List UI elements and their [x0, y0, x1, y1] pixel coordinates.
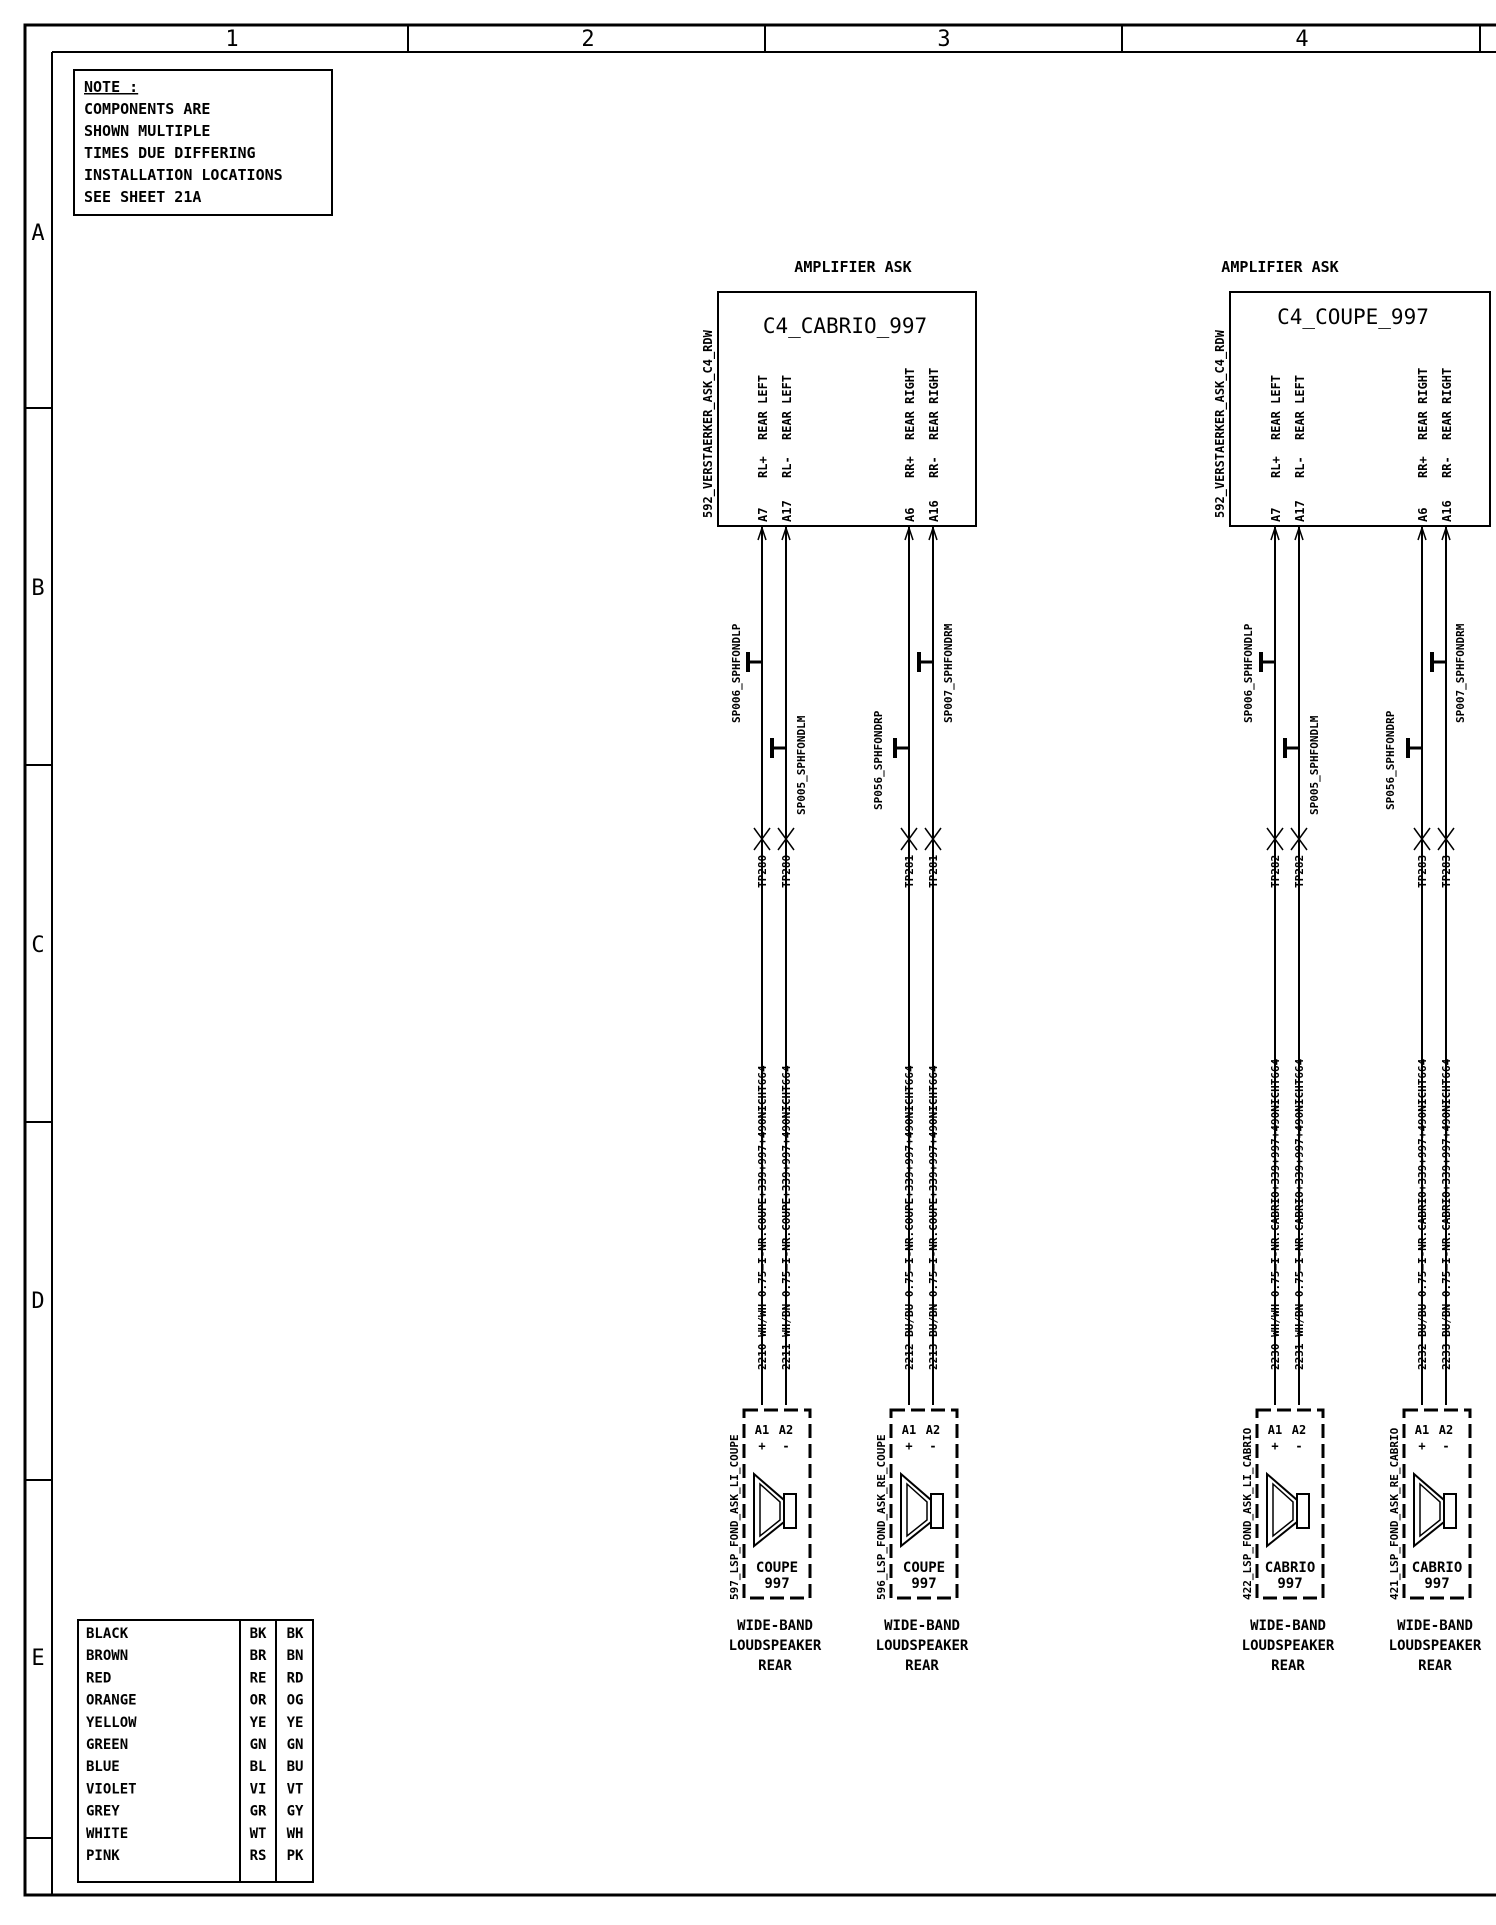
pin-a6	[1416, 368, 1430, 522]
pin-number: A7	[1269, 507, 1283, 522]
speaker-number: 997	[1424, 1576, 1450, 1592]
speaker-caption-line: WIDE-BAND	[1250, 1618, 1326, 1634]
speaker-pol-minus: -	[1295, 1439, 1303, 1453]
pin-a6	[903, 368, 917, 522]
grid-column-3: 3	[937, 27, 951, 52]
legend-code-en: WH	[286, 1825, 304, 1842]
speaker-model: CABRIO	[1411, 1560, 1463, 1576]
legend-code-de: BL	[249, 1759, 267, 1776]
legend-color-name: ORANGE	[86, 1692, 137, 1709]
speaker-pin-a2: A2	[1438, 1423, 1454, 1437]
wire-label: 2232 BU/BU 0.75—I-NR.CABRIO+339+997+490NICHT664	[1416, 1058, 1429, 1370]
speakers-layer	[728, 1410, 1482, 1674]
legend-code-de: GR	[249, 1803, 267, 1820]
pin-desc: REAR RIGHT	[903, 367, 917, 440]
note-line-5: SEE SHEET 21A	[84, 188, 202, 206]
legend-color-name: RED	[86, 1670, 112, 1687]
legend-code-de: GN	[249, 1737, 267, 1753]
speaker-caption-line: LOUDSPEAKER	[1388, 1638, 1482, 1654]
legend-row	[86, 1848, 304, 1864]
test-point-label: TP283	[1440, 854, 1453, 888]
amplifier-side-label: 592_VERSTAERKER_ASK_C4_RDW	[1213, 330, 1227, 518]
wire-3	[872, 526, 917, 1405]
pin-number: A7	[756, 507, 770, 522]
amplifier-title: AMPLIFIER ASK	[794, 258, 912, 276]
speaker-number: 997	[764, 1576, 790, 1592]
speaker-caption-line: WIDE-BAND	[884, 1618, 960, 1634]
note-line-3: TIMES DUE DIFFERING	[84, 144, 256, 162]
note-line-4: INSTALLATION LOCATIONS	[84, 166, 283, 184]
speaker-pin-a2: A2	[778, 1423, 794, 1437]
speaker-pin-a2: A2	[1291, 1423, 1307, 1437]
speaker-model: COUPE	[755, 1560, 799, 1576]
grid-row-b: B	[31, 576, 45, 601]
legend-code-en: BU	[286, 1759, 304, 1776]
speaker-pin-a1: A1	[754, 1423, 770, 1437]
legend-row	[86, 1626, 304, 1642]
splice-label: SP006_SPHFONDLP	[730, 623, 743, 723]
legend-color-name: WHITE	[86, 1825, 129, 1842]
note-line-1: COMPONENTS ARE	[84, 100, 211, 118]
speaker-caption-line: LOUDSPEAKER	[875, 1638, 969, 1654]
pin-desc: REAR RIGHT	[927, 367, 941, 440]
speaker-1	[728, 1410, 822, 1674]
legend-row	[86, 1781, 303, 1797]
speaker-caption-line: WIDE-BAND	[1397, 1618, 1473, 1634]
legend-row	[86, 1715, 303, 1731]
pin-number: A16	[1440, 500, 1454, 522]
pin-number: A6	[1416, 507, 1430, 522]
pin-signal: RR-	[927, 456, 941, 478]
pin-number: A17	[1293, 500, 1307, 522]
legend-code-de: OR	[249, 1692, 267, 1709]
wire-8	[1432, 526, 1467, 1405]
wire-label: 2213 BU/BN 0.75—I-NR.COUPE+339+997+490NICHT664	[927, 1065, 940, 1370]
speaker-magnet-icon	[1297, 1494, 1309, 1528]
grid-column-4: 4	[1295, 27, 1309, 52]
legend-code-de: BK	[249, 1626, 267, 1642]
wire-4	[919, 526, 955, 1405]
legend-row	[86, 1648, 303, 1664]
speaker-caption-line: REAR	[905, 1658, 939, 1674]
speaker-pol-plus: +	[1418, 1439, 1426, 1453]
test-point-label: TP280	[780, 854, 793, 888]
grid-column-1: 1	[225, 27, 239, 52]
pin-signal: RL-	[780, 456, 794, 478]
pin-desc: REAR LEFT	[756, 374, 770, 440]
legend-code-en: BK	[286, 1626, 304, 1642]
legend-row	[86, 1670, 303, 1686]
speaker-model: CABRIO	[1264, 1560, 1316, 1576]
note-box	[74, 70, 332, 215]
legend-color-name: VIOLET	[86, 1781, 137, 1798]
splice-label: SP007_SPHFONDRM	[942, 623, 955, 723]
splice-label: SP056_SPHFONDRP	[872, 710, 885, 810]
test-point-label: TP282	[1269, 854, 1282, 888]
amplifier-c4-coupe	[1213, 258, 1490, 526]
speaker-id: 596_LSP_FOND_ASK_RE_COUPE	[875, 1434, 888, 1600]
color-legend	[78, 1620, 313, 1882]
wire-7	[1384, 526, 1430, 1405]
speaker-caption-line: REAR	[1271, 1658, 1305, 1674]
speaker-pol-minus: -	[782, 1439, 790, 1453]
pin-a16	[927, 368, 941, 522]
legend-row	[86, 1804, 304, 1820]
speaker-caption-line: WIDE-BAND	[737, 1618, 813, 1634]
speaker-pol-minus: -	[929, 1439, 937, 1453]
speaker-number: 997	[1277, 1576, 1303, 1592]
pin-number: A16	[927, 500, 941, 522]
pin-signal: RR+	[903, 456, 917, 478]
pin-number: A6	[903, 507, 917, 522]
speaker-pol-plus: +	[1271, 1439, 1279, 1453]
speaker-pol-minus: -	[1442, 1439, 1450, 1453]
amplifier-side-label: 592_VERSTAERKER_ASK_C4_RDW	[701, 330, 715, 518]
speaker-pin-a2: A2	[925, 1423, 941, 1437]
legend-code-en: VT	[286, 1781, 304, 1798]
wires-layer	[730, 526, 1467, 1405]
speaker-number: 997	[911, 1576, 937, 1592]
legend-code-de: RS	[249, 1848, 267, 1864]
test-point-label: TP283	[1416, 854, 1429, 888]
legend-color-name: BROWN	[86, 1648, 129, 1665]
pin-a17	[1293, 375, 1307, 522]
note-line-2: SHOWN MULTIPLE	[84, 122, 211, 140]
speaker-caption-line: REAR	[758, 1658, 792, 1674]
pin-signal: RR-	[1440, 456, 1454, 478]
legend-row	[86, 1826, 303, 1842]
speaker-magnet-icon	[784, 1494, 796, 1528]
pin-a7	[756, 375, 770, 522]
wire-label: 2230 WH/WH 0.75—I-NR.CABRIO+339+997+490NICHT664	[1269, 1058, 1282, 1370]
legend-code-en: BN	[286, 1648, 304, 1665]
speaker-caption-line: LOUDSPEAKER	[728, 1638, 822, 1654]
pin-signal: RL+	[1269, 456, 1283, 478]
legend-code-en: YE	[286, 1714, 304, 1731]
legend-row	[86, 1737, 303, 1753]
legend-code-de: VI	[249, 1781, 267, 1798]
test-point-label: TP282	[1293, 854, 1306, 888]
legend-row	[86, 1759, 303, 1775]
speaker-magnet-icon	[931, 1494, 943, 1528]
wire-1	[730, 526, 770, 1405]
legend-color-name: BLACK	[86, 1626, 129, 1642]
speaker-3	[1241, 1410, 1335, 1674]
pin-desc: REAR RIGHT	[1440, 367, 1454, 440]
speaker-id: 421_LSP_FOND_ASK_RE_CABRIO	[1388, 1427, 1401, 1600]
legend-color-name: GREEN	[86, 1737, 129, 1753]
legend-code-de: WT	[249, 1825, 267, 1842]
wire-6	[1285, 526, 1321, 1405]
pin-signal: RL+	[756, 456, 770, 478]
grid-row-d: D	[31, 1289, 45, 1314]
speaker-pol-plus: +	[758, 1439, 766, 1453]
pin-desc: REAR LEFT	[780, 374, 794, 440]
pin-desc: REAR RIGHT	[1416, 367, 1430, 440]
pin-a16	[1440, 368, 1454, 522]
wire-2	[772, 526, 808, 1405]
speaker-id: 422_LSP_FOND_ASK_LI_CABRIO	[1241, 1427, 1254, 1600]
test-point-label: TP281	[927, 854, 940, 888]
grid-column-2: 2	[581, 27, 595, 52]
splice-label: SP056_SPHFONDRP	[1384, 710, 1397, 810]
pin-desc: REAR LEFT	[1269, 374, 1283, 440]
pin-number: A17	[780, 500, 794, 522]
grid-row-e: E	[31, 1646, 45, 1671]
wire-label: 2211 WH/BN 0.75—I-NR.COUPE+339+997+490NICHT664	[780, 1065, 793, 1370]
pin-desc: REAR LEFT	[1293, 374, 1307, 440]
legend-code-de: RE	[249, 1670, 267, 1687]
speaker-pin-a1: A1	[1267, 1423, 1283, 1437]
pin-a7	[1269, 375, 1283, 522]
amplifier-name: C4_CABRIO_997	[762, 314, 928, 338]
wire-label: 2231 WH/BN 0.75—I-NR.CABRIO+339+997+490NICHT664	[1293, 1058, 1306, 1370]
speaker-magnet-icon	[1444, 1494, 1456, 1528]
speaker-caption-line: LOUDSPEAKER	[1241, 1638, 1335, 1654]
legend-code-en: GY	[286, 1803, 304, 1820]
splice-label: SP005_SPHFONDLM	[1308, 715, 1321, 815]
note-title: NOTE :	[84, 78, 139, 96]
speaker-pol-plus: +	[905, 1439, 913, 1453]
speaker-caption-line: REAR	[1418, 1658, 1452, 1674]
legend-color-name: PINK	[86, 1848, 120, 1864]
pin-a17	[780, 375, 794, 522]
speaker-id: 597_LSP_FOND_ASK_LI_COUPE	[728, 1434, 741, 1600]
wire-label: 2210 WH/WH 0.75—I-NR.COUPE+339+997+490NICHT664	[756, 1065, 769, 1370]
amplifier-name: C4_COUPE_997	[1277, 305, 1429, 329]
legend-row	[86, 1693, 303, 1709]
legend-code-en: OG	[286, 1692, 304, 1709]
wire-5	[1242, 526, 1283, 1405]
wire-label: 2212 BU/BU 0.75—I-NR.COUPE+339+997+490NICHT664	[903, 1065, 916, 1370]
legend-code-de: BR	[249, 1648, 267, 1665]
legend-code-de: YE	[249, 1714, 267, 1731]
amplifier-c4-cabrio	[701, 258, 976, 526]
test-point-label: TP281	[903, 854, 916, 888]
pin-signal: RR+	[1416, 456, 1430, 478]
splice-label: SP006_SPHFONDLP	[1242, 623, 1255, 723]
legend-code-en: GN	[286, 1737, 304, 1753]
legend-color-name: BLUE	[86, 1759, 120, 1776]
grid-row-a: A	[31, 221, 45, 246]
grid-row-c: C	[31, 933, 45, 958]
speaker-4	[1388, 1410, 1482, 1674]
speaker-pin-a1: A1	[901, 1423, 917, 1437]
wire-label: 2233 BU/BN 0.75—I-NR.CABRIO+339+997+490NICHT664	[1440, 1058, 1453, 1370]
speaker-pin-a1: A1	[1414, 1423, 1430, 1437]
legend-color-name: YELLOW	[86, 1714, 137, 1731]
speaker-model: COUPE	[902, 1560, 946, 1576]
splice-label: SP005_SPHFONDLM	[795, 715, 808, 815]
legend-color-name: GREY	[86, 1803, 120, 1820]
legend-code-en: PK	[286, 1848, 304, 1864]
speaker-2	[875, 1410, 969, 1674]
pin-signal: RL-	[1293, 456, 1307, 478]
test-point-label: TP280	[756, 854, 769, 888]
legend-code-en: RD	[286, 1670, 304, 1687]
amplifier-title: AMPLIFIER ASK	[1221, 258, 1339, 276]
splice-label: SP007_SPHFONDRM	[1454, 623, 1467, 723]
